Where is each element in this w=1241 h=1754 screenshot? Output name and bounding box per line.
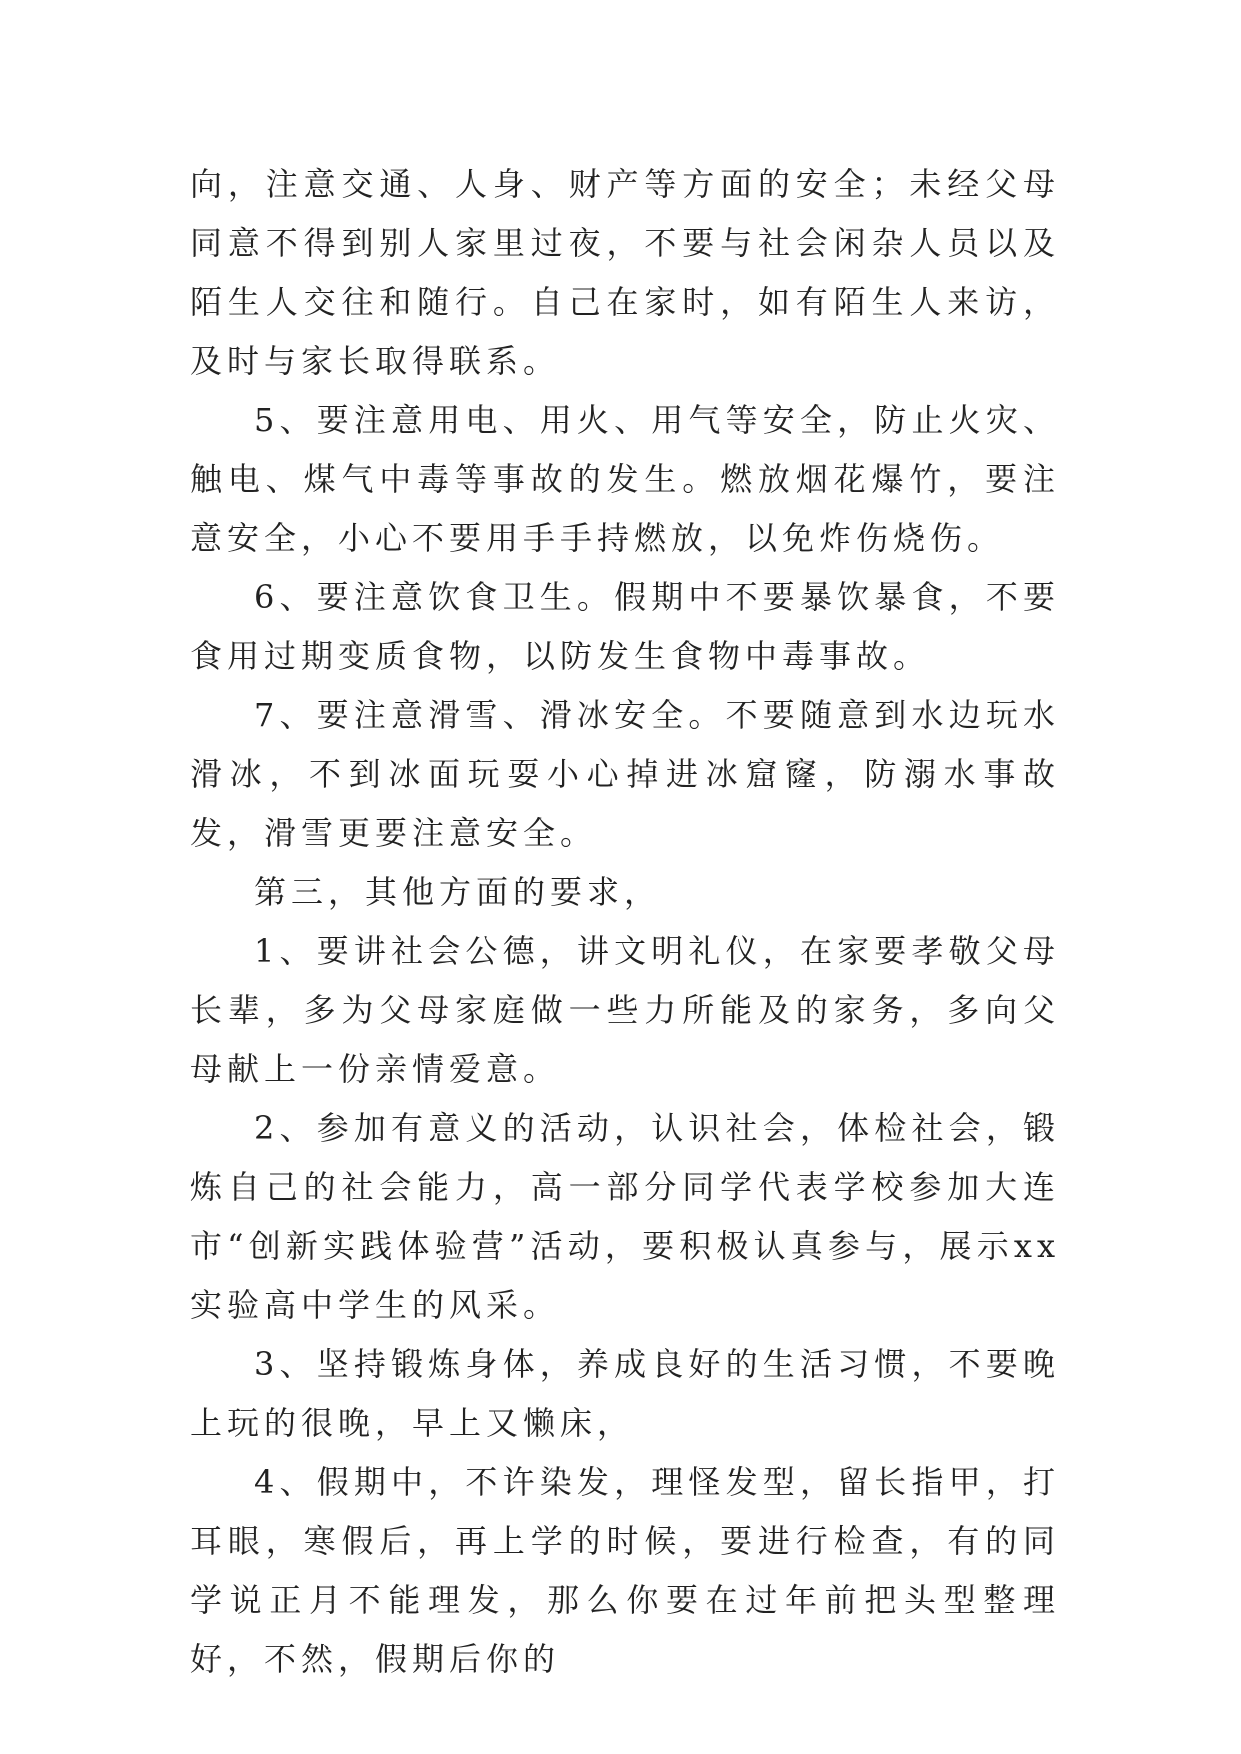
paragraph-other-1: 1、要讲社会公德，讲文明礼仪，在家要孝敬父母长辈，多为父母家庭做一些力所能及的家务，多向父母献上一份亲情爱意。 (190, 932, 1060, 1088)
paragraph-other-2: 2、参加有意义的活动，认识社会，体检社会，锻炼自己的社会能力，高一部分同学代表学校参加大连市“创新实践体验营”活动，要积极认真参与，展示xx实验高中学生的风采。 (190, 1109, 1060, 1324)
document-body (190, 155, 1060, 1689)
paragraph-item-6: 6、要注意饮食卫生。假期中不要暴饮暴食，不要食用过期变质食物，以防发生食物中毒事故。 (190, 578, 1060, 675)
paragraph-continuation: 向，注意交通、人身、财产等方面的安全；未经父母同意不得到别人家里过夜，不要与社会闲杂人员以及陌生人交往和随行。自己在家时，如有陌生人来访，及时与家长取得联系。 (190, 165, 1060, 380)
paragraph-other-4: 4、假期中，不许染发，理怪发型，留长指甲，打耳眼，寒假后，再上学的时候，要进行检查，有的同学说正月不能理发，那么你要在过年前把头型整理好，不然，假期后你的 (190, 1463, 1060, 1678)
section-heading-third: 第三，其他方面的要求， (254, 873, 662, 911)
paragraph-item-5: 5、要注意用电、用火、用气等安全，防止火灾、触电、煤气中毒等事故的发生。燃放烟花爆竹，要注意安全，小心不要用手手持燃放，以免炸伤烧伤。 (190, 401, 1060, 557)
paragraph-item-7: 7、要注意滑雪、滑冰安全。不要随意到水边玩水滑冰，不到冰面玩耍小心掉进冰窟窿，防溺水事故发，滑雪更要注意安全。 (190, 696, 1060, 852)
paragraph-other-3: 3、坚持锻炼身体，养成良好的生活习惯，不要晚上玩的很晚，早上又懒床， (190, 1345, 1060, 1442)
